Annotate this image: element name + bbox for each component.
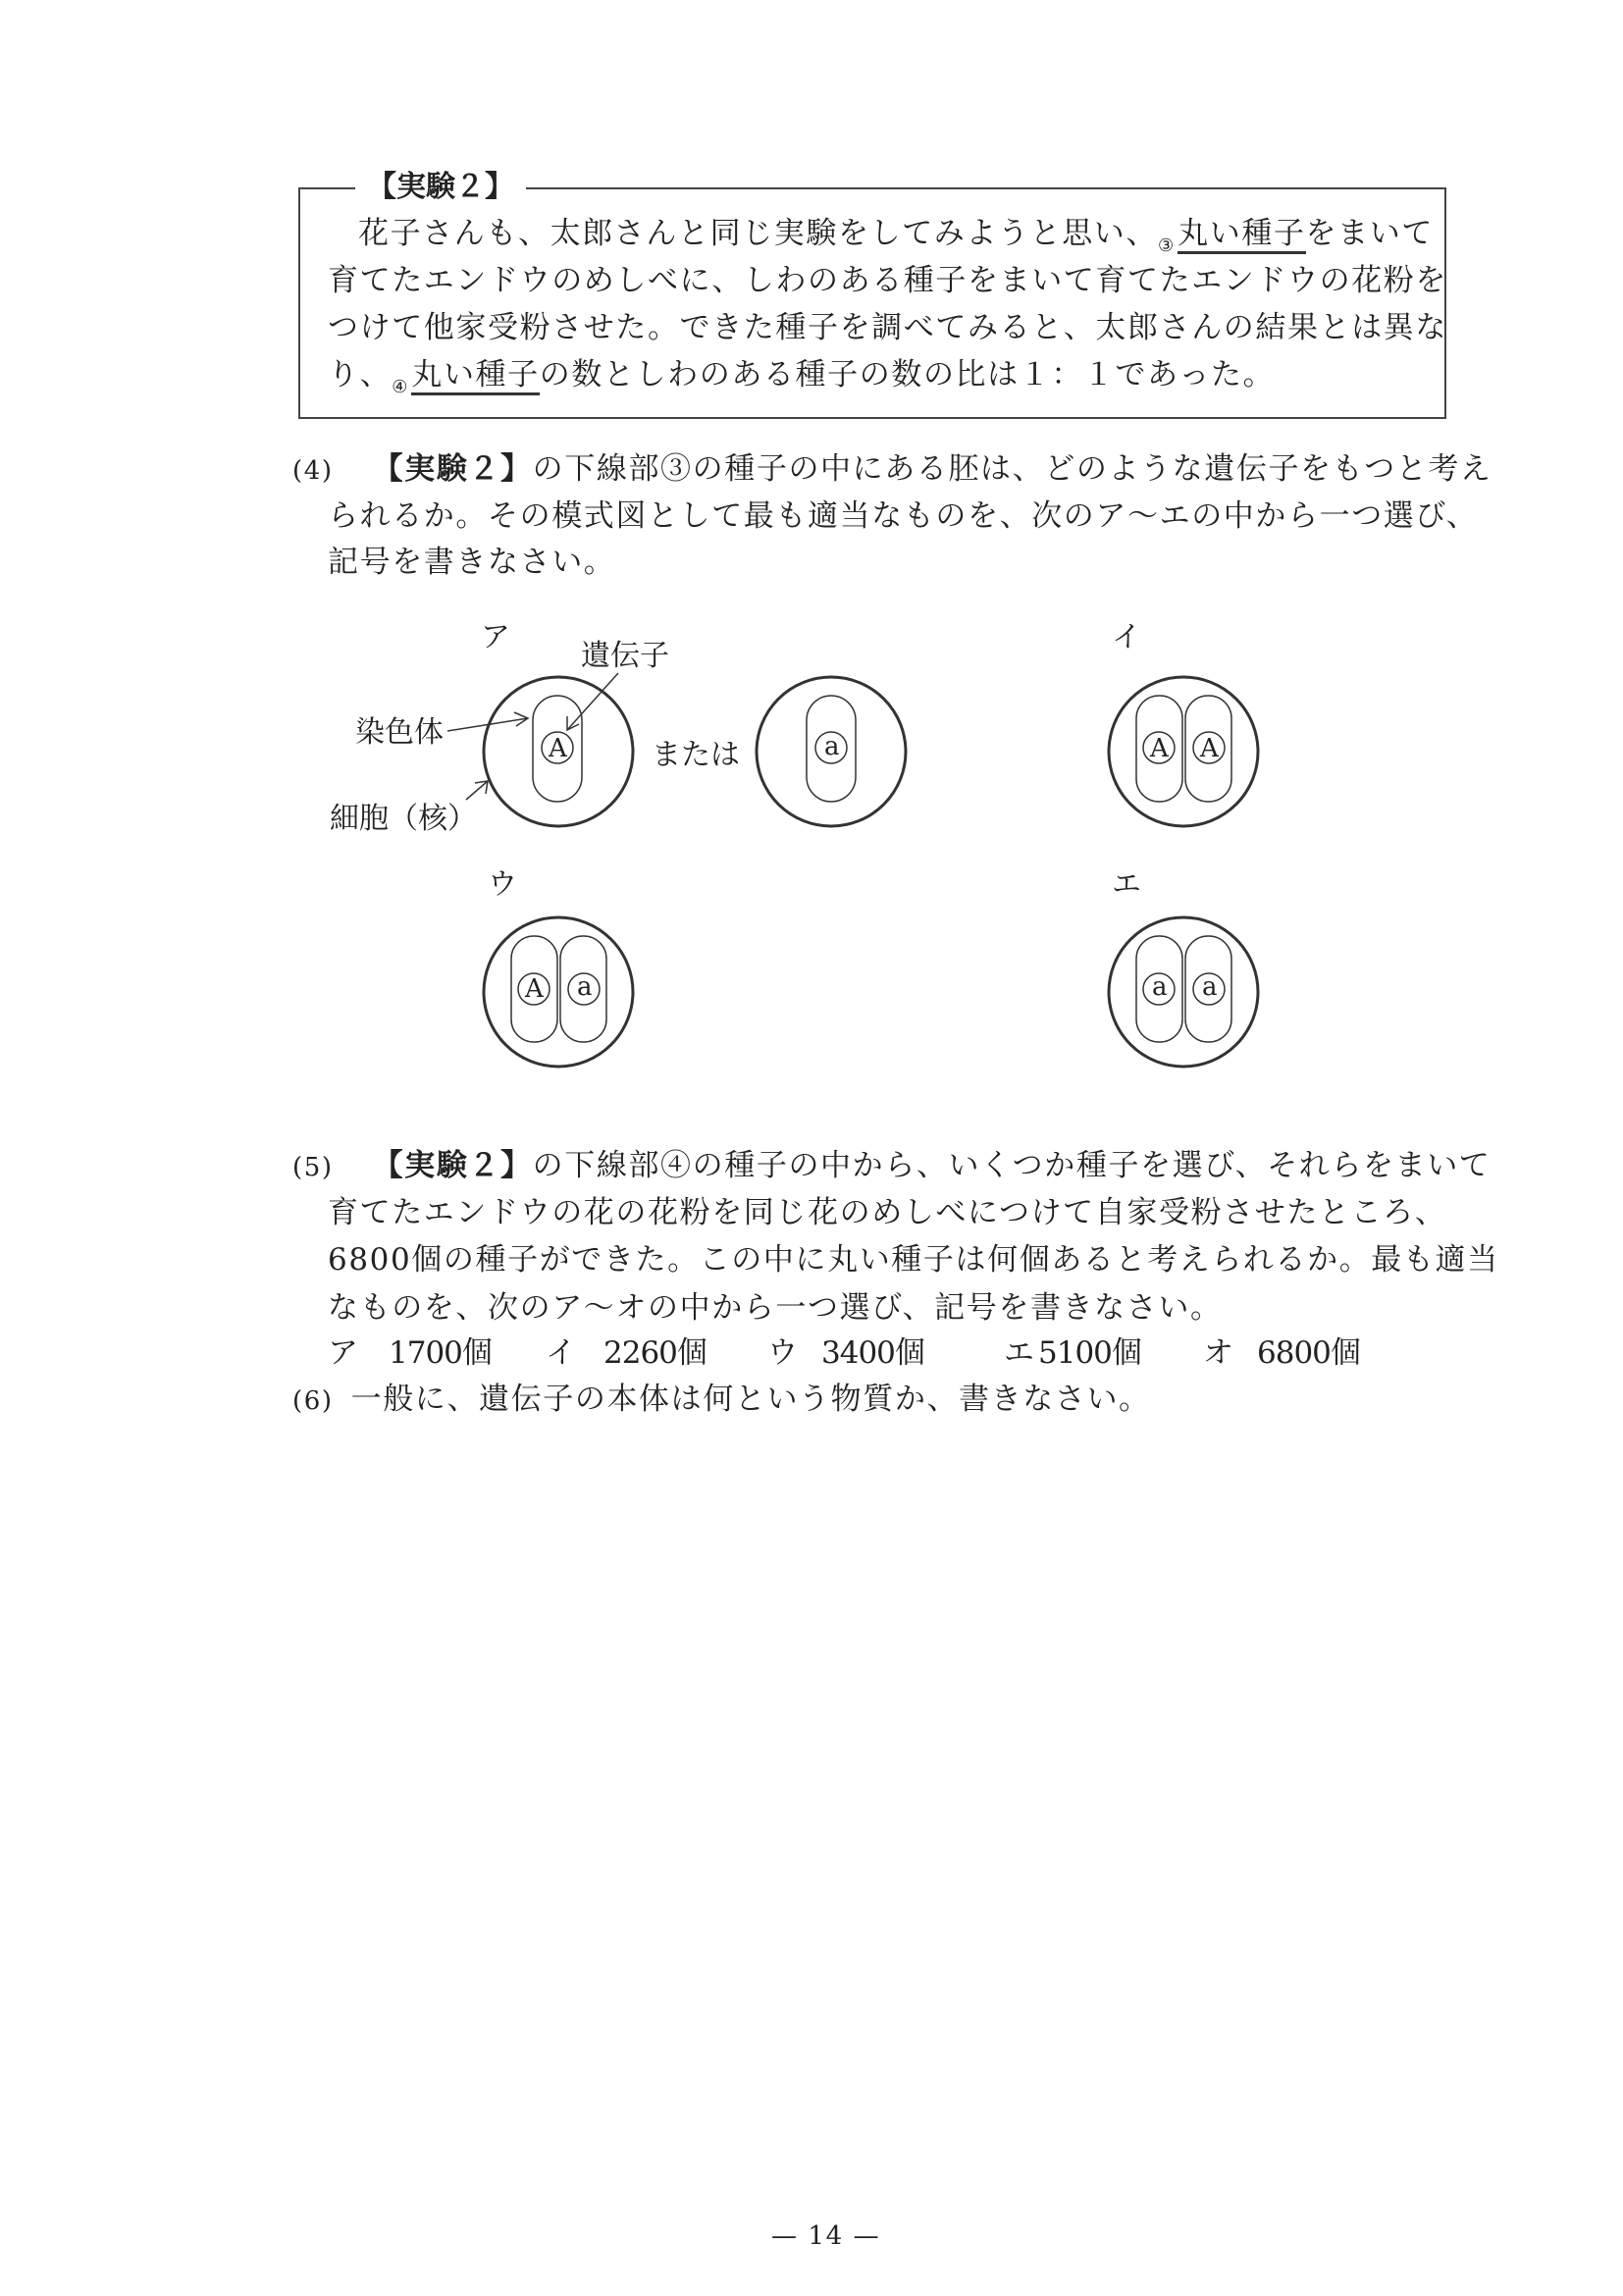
text: をまいて	[1305, 216, 1434, 251]
cell-label: 細胞（核）	[330, 802, 477, 836]
allele-A: A	[525, 974, 544, 1004]
text: の下線部③の種子の中にある胚は、どのような遺伝子をもつと考え	[532, 451, 1492, 487]
q4-number: (4)	[292, 456, 334, 486]
option-i-diagram	[1109, 677, 1258, 826]
experiment-title: 【実験２】	[355, 168, 526, 207]
q4-line-2: られるか。その模式図として最も適当なものを、次のア～エの中から一つ選び、	[328, 498, 1479, 534]
q6-line	[292, 1380, 1151, 1421]
marker-3: ③	[1158, 235, 1175, 256]
allele-a: a	[1202, 972, 1218, 1002]
label-e: エ	[1112, 867, 1141, 902]
allele-a: a	[824, 732, 840, 761]
allele-a: a	[1152, 972, 1168, 1002]
q5-option-value: 3400個	[821, 1335, 924, 1371]
text: 花子さんも、太郎さんと同じ実験をしてみようと思い、	[358, 216, 1158, 251]
underline-3: 丸い種子	[1178, 216, 1305, 254]
q4-ref: 【実験２】	[372, 451, 533, 487]
q5-option-key: ウ	[767, 1335, 800, 1371]
text: の下線部④の種子の中から、いくつか種子を選び、それらをまいて	[532, 1148, 1492, 1183]
q6-number: (6)	[292, 1386, 334, 1416]
q5-option-value: 1700個	[389, 1335, 492, 1371]
q5-line-2: 育てたエンドウの花の花粉を同じ花のめしべにつけて自家受粉させたところ、	[328, 1195, 1447, 1230]
q5-line-4: なものを、次のア～オの中から一つ選び、記号を書きなさい。	[328, 1290, 1223, 1326]
option-u-diagram	[484, 917, 633, 1067]
option-e-diagram	[1109, 917, 1258, 1067]
label-a: ア	[481, 620, 510, 654]
q5-option-key: ア	[328, 1335, 360, 1371]
allele-A: A	[549, 734, 567, 763]
text: の数としわのある種子の数の比は１：１であった。	[539, 357, 1276, 392]
label-u: ウ	[488, 867, 517, 902]
q5-option-value: 2260個	[603, 1335, 707, 1371]
q5-option-key: エ	[1004, 1335, 1036, 1371]
gene-label: 遺伝子	[581, 639, 669, 673]
or-label: または	[652, 738, 740, 772]
q5-option-key: オ	[1203, 1335, 1235, 1371]
page-number: — 14 —	[771, 2221, 881, 2251]
allele-a: a	[577, 972, 593, 1002]
chromosome-label: 染色体	[355, 715, 444, 750]
q5-option-value: 5100個	[1038, 1335, 1141, 1371]
q4-line-3: 記号を書きなさい。	[328, 545, 616, 580]
label-i: イ	[1112, 620, 1141, 654]
allele-A: A	[1200, 734, 1219, 763]
q5-ref: 【実験２】	[372, 1148, 533, 1183]
q5-line-3: 6800個の種子ができた。この中に丸い種子は何個あると考えられるか。最も適当	[328, 1242, 1499, 1278]
q5-option-value: 6800個	[1257, 1335, 1360, 1371]
experiment-line-2: 育てたエンドウのめしべに、しわのある種子をまいて育てたエンドウの花粉を	[328, 263, 1447, 298]
experiment-line-3: つけて他家受粉させた。できた種子を調べてみると、太郎さんの結果とは異な	[328, 310, 1447, 345]
underline-4: 丸い種子	[411, 357, 539, 395]
marker-4: ④	[392, 377, 408, 397]
q5-number: (5)	[292, 1153, 334, 1182]
allele-A: A	[1150, 734, 1169, 763]
text: 一般に、遺伝子の本体は何という物質か、書きなさい。	[350, 1382, 1151, 1417]
text: り、	[328, 357, 393, 392]
q5-option-key: イ	[546, 1335, 578, 1371]
q5-line-1	[292, 1146, 1491, 1187]
